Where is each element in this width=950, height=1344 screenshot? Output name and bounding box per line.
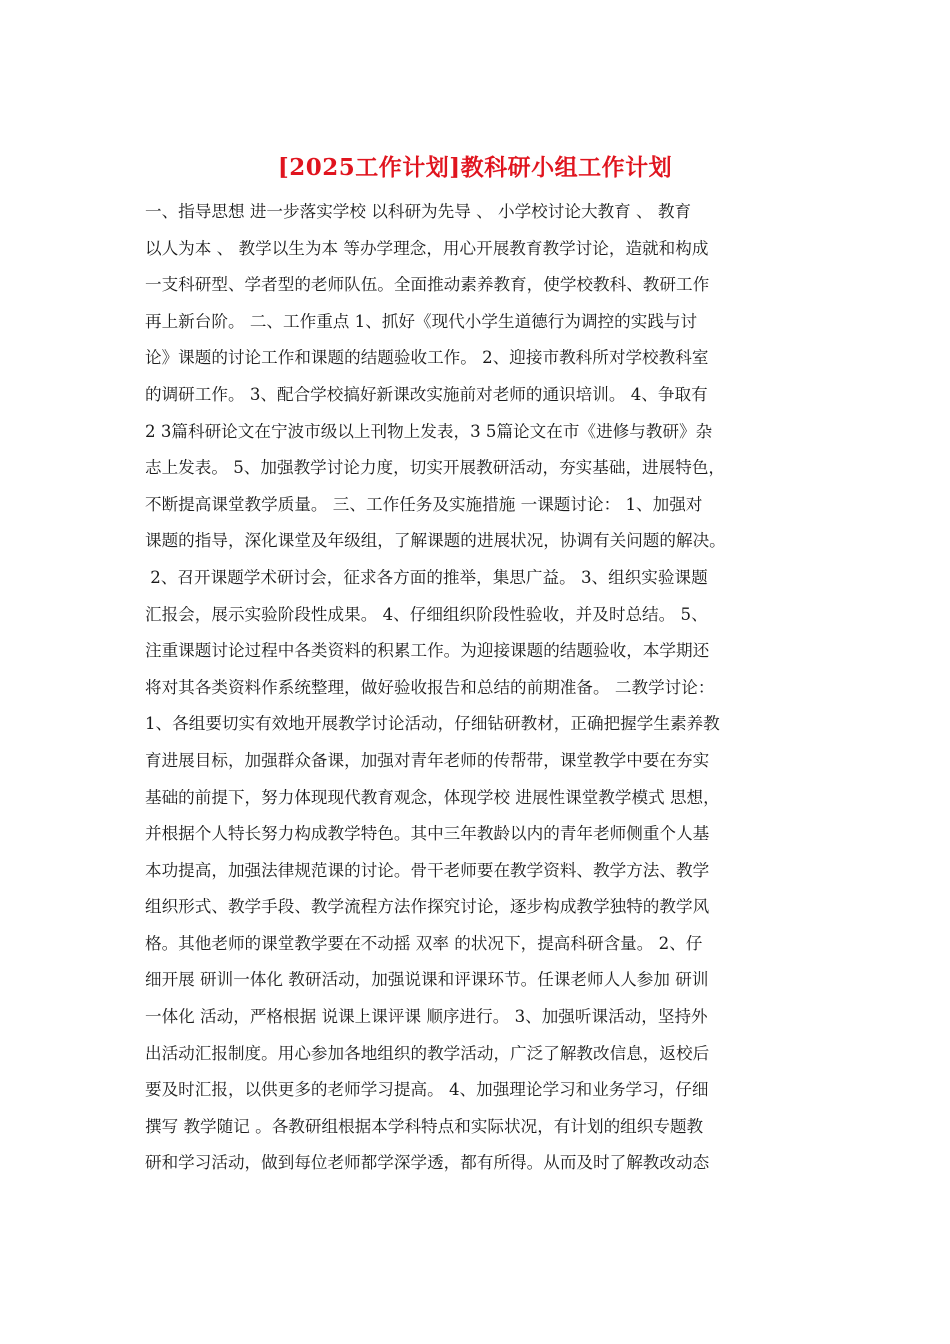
body-line: 组织形式、教学手段、教学流程方法作探究讨论，逐步构成教学独特的教学风: [145, 897, 710, 917]
body-line: 要及时汇报，以供更多的老师学习提高。 4、加强理论学习和业务学习，仔细: [145, 1080, 709, 1100]
document-title: [2025工作计划]教科研小组工作计划: [277, 154, 673, 181]
body-line: 的调研工作。 3、配合学校搞好新课改实施前对老师的通识培训。 4、争取有: [145, 384, 708, 404]
body-line: 将对其各类资料作系统整理，做好验收报告和总结的前期准备。 二教学讨论：: [145, 677, 715, 697]
body-line: 出活动汇报制度。用心参加各地组织的教学活动，广泛了解教改信息，返校后: [145, 1043, 710, 1063]
body-line: 并根据个人特长努力构成教学特色。其中三年教龄以内的青年老师侧重个人基: [145, 824, 710, 844]
document-body: [145, 194, 805, 1182]
body-line: 志上发表。 5、加强教学讨论力度，切实开展教研活动，夯实基础，进展特色，: [145, 458, 726, 478]
body-line: 一体化 活动，严格根据 说课上课评课 顺序进行。 3、加强听课活动，坚持外: [145, 1007, 708, 1027]
body-line: 2 3篇科研论文在宁波市级以上刊物上发表，3 5篇论文在市《进修与教研》杂: [145, 421, 713, 441]
body-line: 以人为本 、 教学以生为本 等办学理念，用心开展教育教学讨论，造就和构成: [145, 238, 709, 258]
body-line: 撰写 教学随记 。各教研组根据本学科特点和实际状况，有计划的组织专题教: [145, 1116, 704, 1136]
body-line: 研和学习活动，做到每位老师都学深学透，都有所得。从而及时了解教改动态: [145, 1153, 710, 1173]
body-line: 再上新台阶。 二、工作重点 1、抓好《现代小学生道德行为调控的实践与讨: [145, 311, 698, 331]
body-line: 基础的前提下，努力体现现代教育观念，体现学校 进展性课堂教学模式 思想，: [145, 787, 720, 807]
body-line: 论》课题的讨论工作和课题的结题验收工作。 2、迎接市教科所对学校教科室: [145, 348, 709, 368]
body-line: 汇报会，展示实验阶段性成果。 4、仔细组织阶段性验收，并及时总结。 5、: [145, 604, 708, 624]
body-line: 格。其他老师的课堂教学要在不动摇 双率 的状况下，提高科研含量。 2、仔: [145, 933, 703, 953]
body-line: 注重课题讨论过程中各类资料的积累工作。为迎接课题的结题验收，本学期还: [145, 641, 710, 661]
body-line: 1、各组要切实有效地开展教学讨论活动，仔细钻研教材，正确把握学生素养教: [145, 714, 720, 734]
body-line: 不断提高课堂教学质量。 三、工作任务及实施措施 一课题讨论： 1、加强对: [145, 494, 703, 514]
body-line: 细开展 研训一体化 教研活动，加强说课和评课环节。任课老师人人参加 研训: [145, 970, 709, 990]
body-line: 本功提高，加强法律规范课的讨论。骨干老师要在教学资料、教学方法、教学: [145, 860, 710, 880]
body-line: 课题的指导，深化课堂及年级组，了解课题的进展状况，协调有关问题的解决。: [145, 531, 726, 551]
body-line: 一、指导思想 进一步落实学校 以科研为先导 、 小学校讨论大教育 、 教育: [145, 202, 692, 221]
body-line: 育进展目标，加强群众备课，加强对青年老师的传帮带，课堂教学中要在夯实: [145, 750, 710, 770]
body-line: 一支科研型、学者型的老师队伍。全面推动素养教育，使学校教科、教研工作: [145, 275, 710, 295]
body-line: 2、召开课题学术研讨会，征求各方面的推举，集思广益。 3、组织实验课题: [145, 567, 708, 587]
